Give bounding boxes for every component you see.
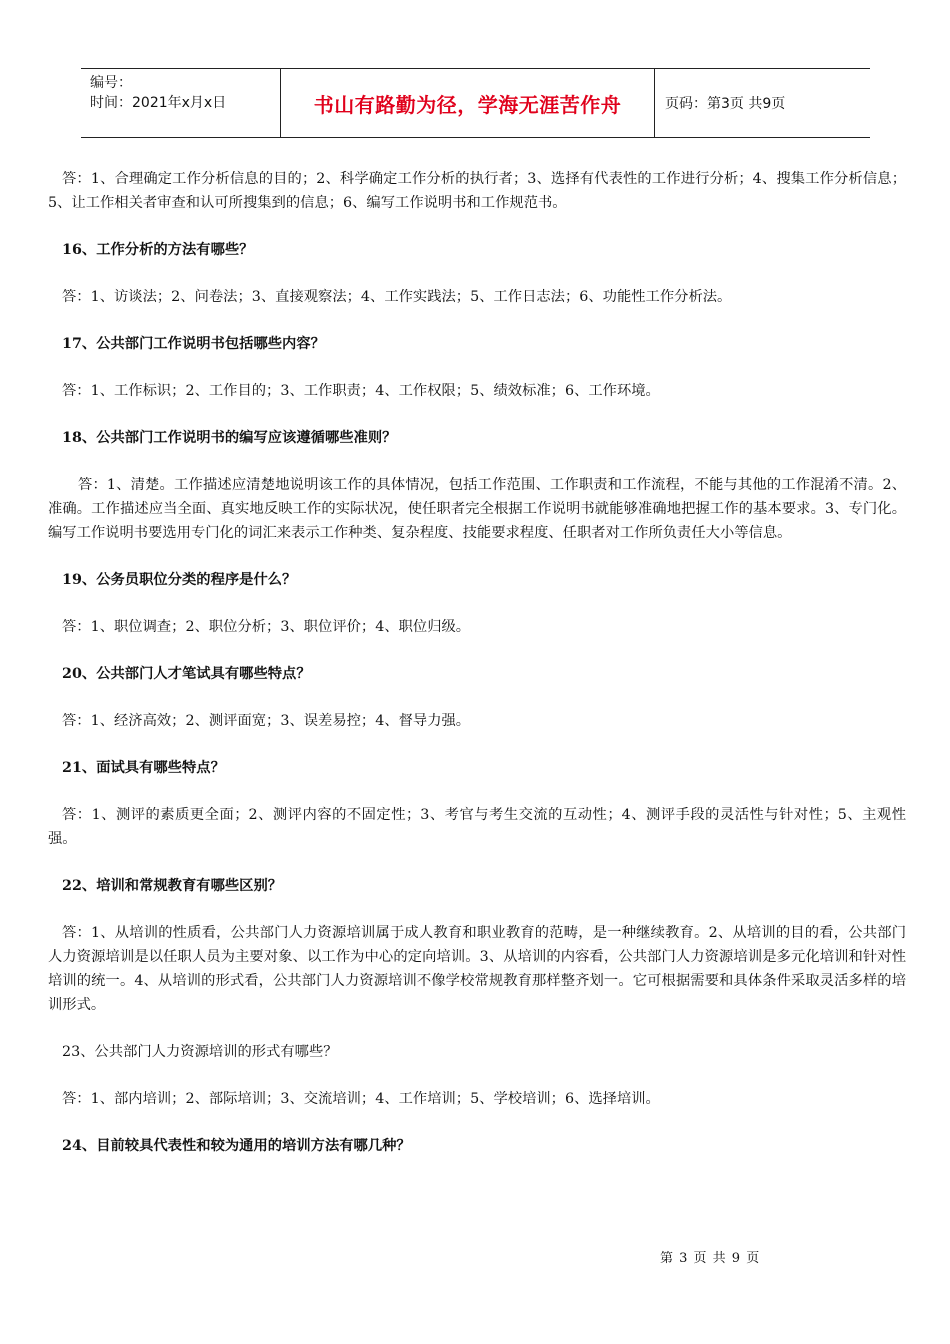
question-heading: 17、公共部门工作说明书包括哪些内容？ xyxy=(62,336,325,352)
question-heading: 24、目前较具代表性和较为通用的培训方法有哪几种？ xyxy=(62,1138,411,1154)
header-info-cell xyxy=(81,69,281,137)
answer-paragraph: 答：1、从培训的性质看，公共部门人力资源培训属于成人教育和职业教育的范畴，是一种继续教育。2、从培训的目的看，公共部门人力资源培训是以任职人员为主要对象、以工作为中心的定向培训。3、从培训的内容看，公共部门人力资源培训是多元化培训和针对性培训的统一。4、从培训的形式看，公共部门人力资源培训不像学校常规教育那样整齐划一。它可根据需要和具体条件采取灵活多样的培训形式。 xyxy=(48,925,906,1013)
document-number-label: 编号： xyxy=(90,75,132,91)
question-heading: 22、培训和常规教育有哪些区别？ xyxy=(62,878,283,894)
page-header xyxy=(81,68,870,138)
page-footer: 第 3 页 共 9 页 xyxy=(660,1251,761,1266)
answer-paragraph: 答：1、测评的素质更全面；2、测评内容的不固定性；3、考官与考生交流的互动性；4、测评手段的灵活性与针对性；5、主观性强。 xyxy=(48,807,906,847)
answer-paragraph: 答：1、工作标识；2、工作目的；3、工作职责；4、工作权限；5、绩效标准；6、工作环境。 xyxy=(62,383,660,399)
question-heading: 19、公务员职位分类的程序是什么？ xyxy=(62,572,297,588)
answer-paragraph: 答：1、职位调查；2、职位分析；3、职位评价；4、职位归级。 xyxy=(62,619,471,635)
header-motto: 书山有路勤为径，学海无涯苦作舟 xyxy=(281,69,655,137)
answer-paragraph: 答：1、合理确定工作分析信息的目的；2、科学确定工作分析的执行者；3、选择有代表性的工作进行分析；4、搜集工作分析信息；5、让工作相关者审查和认可所搜集到的信息；6、编写工作说明书和工作规范书。 xyxy=(48,171,906,211)
question-heading: 23、公共部门人力资源培训的形式有哪些？ xyxy=(62,1044,338,1060)
document-time-label: 时间：2021年x月x日 xyxy=(90,95,227,111)
question-heading: 20、公共部门人才笔试具有哪些特点？ xyxy=(62,666,311,682)
question-heading: 18、公共部门工作说明书的编写应该遵循哪些准则？ xyxy=(62,430,397,446)
question-heading: 21、面试具有哪些特点？ xyxy=(62,760,225,776)
question-heading: 16、工作分析的方法有哪些？ xyxy=(62,242,254,258)
answer-paragraph: 答：1、部内培训；2、部际培训；3、交流培训；4、工作培训；5、学校培训；6、选择培训。 xyxy=(62,1091,660,1107)
document-body xyxy=(48,167,906,1181)
header-page-label: 页码：第3页 共9页 xyxy=(665,96,786,112)
answer-paragraph: 答：1、访谈法；2、问卷法；3、直接观察法；4、工作实践法；5、工作日志法；6、功能性工作分析法。 xyxy=(62,289,732,305)
answer-paragraph: 答：1、经济高效；2、测评面宽；3、误差易控；4、督导力强。 xyxy=(62,713,471,729)
answer-paragraph: 答：1、清楚。工作描述应清楚地说明该工作的具体情况，包括工作范围、工作职责和工作流程，不能与其他的工作混淆不清。2、准确。工作描述应当全面、真实地反映工作的实际状况，使任职者完全根据工作说明书就能够准确地把握工作的基本要求。3、专门化。编写工作说明书要选用专门化的词汇来表示工作种类、复杂程度、技能要求程度、任职者对工作所负责任大小等信息。 xyxy=(48,477,906,541)
